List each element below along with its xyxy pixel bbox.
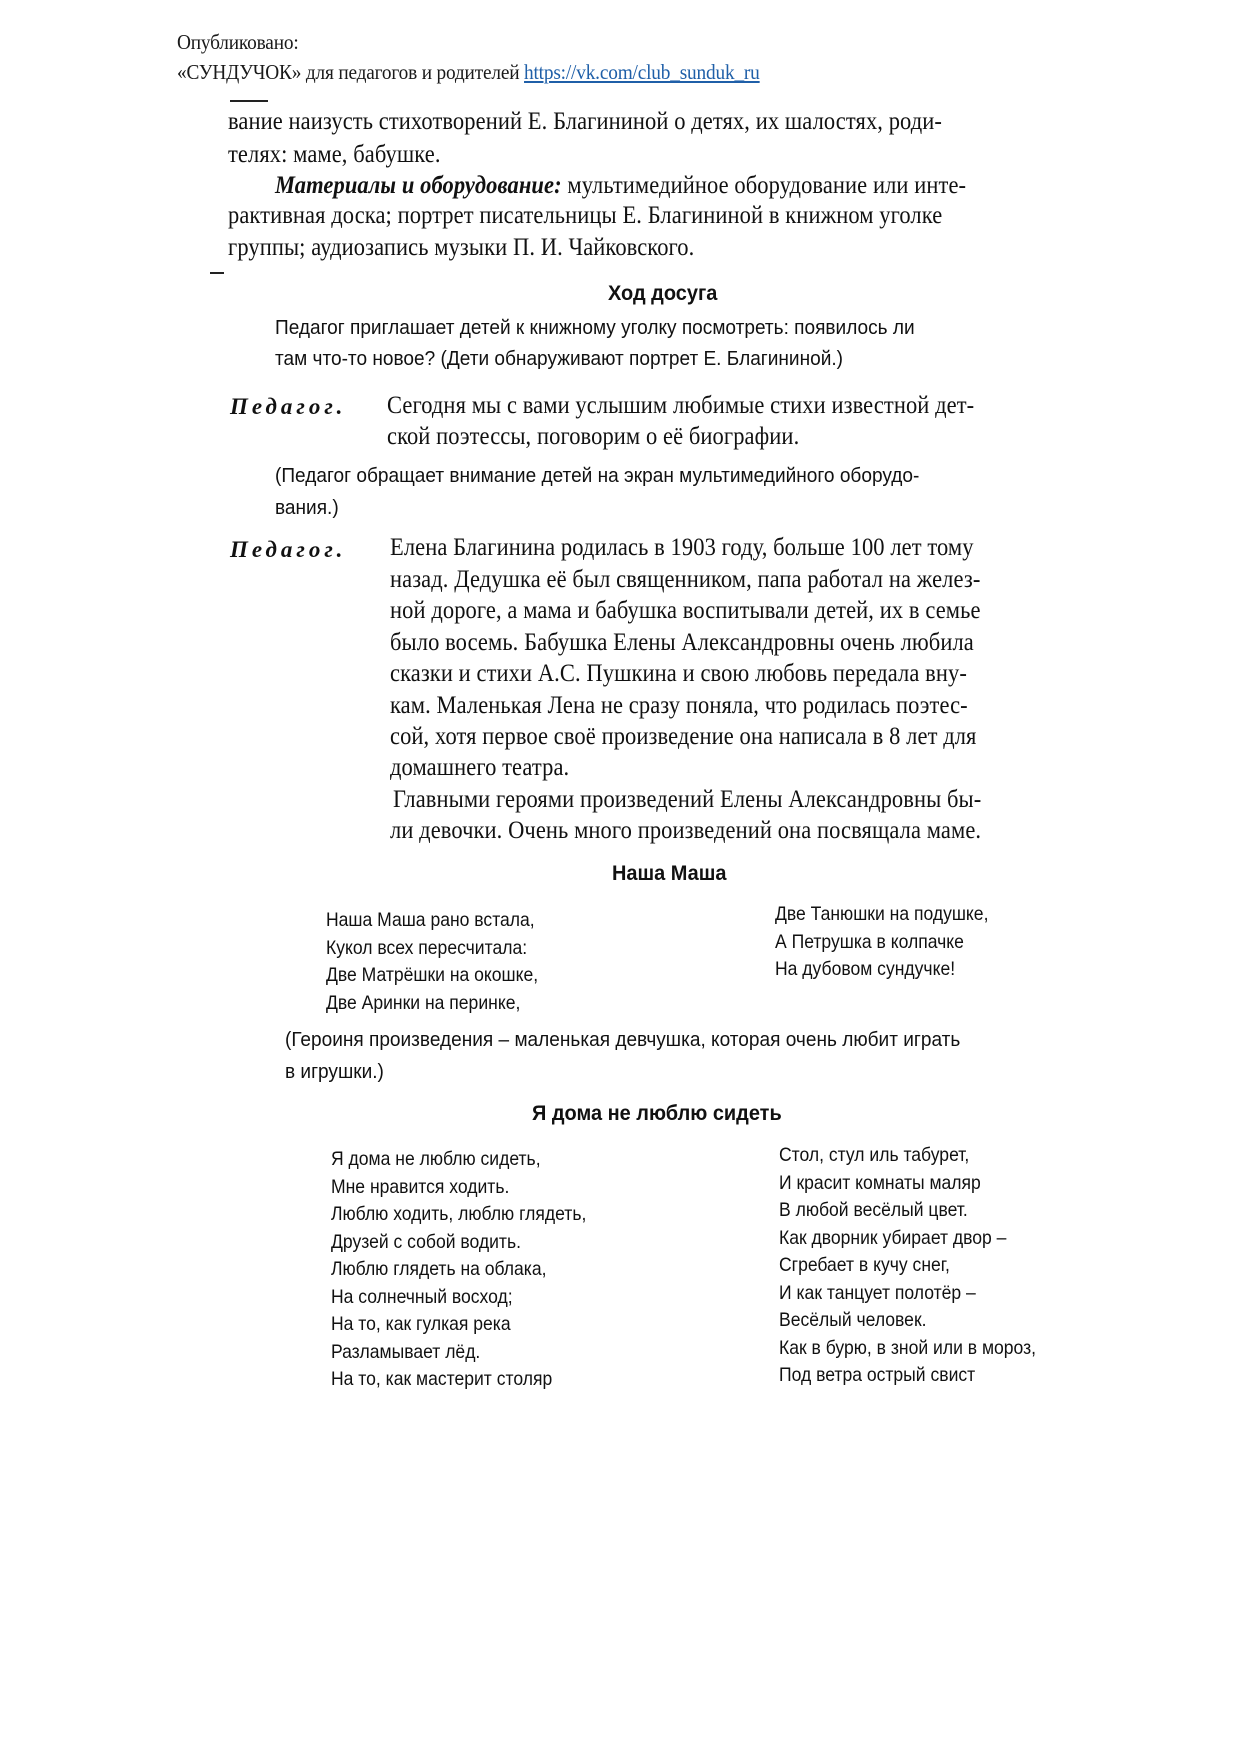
poem-line: Мне нравится ходить. [331,1175,510,1198]
speech-2-line: ной дороге, а мама и бабушка воспитывали детей, их в семье [390,597,981,624]
poem-2-title: Я дома не люблю сидеть [532,1102,782,1125]
speech-2-line: домашнего театра. [390,754,570,781]
poem-line: Весёлый человек. [779,1309,927,1331]
header-rule [230,100,268,102]
poem-line: А Петрушка в колпачке [775,930,964,953]
materials-text: мультимедийное оборудование или инте- [561,172,967,199]
poem-line: Две Матрёшки на окошке, [326,964,539,986]
materials-line-3: группы; аудиозапись музыки П. И. Чайковского. [228,234,695,261]
speech-1-line-2: ской поэтессы, поговорим о её биографии. [387,423,800,450]
stage-direction-1-line-2: там что-то новое? (Дети обнаруживают портрет Е. Благининой.) [275,347,844,370]
source-line [177,60,760,85]
stage-direction-1-line-1: Педагог приглашает детей к книжному уголку посмотреть: появилось ли [275,316,915,339]
speech-2-line: Главными героями произведений Елены Александровны бы- [393,786,982,813]
section-title: Ход досуга [608,282,718,305]
poem-line: Люблю глядеть на облака, [331,1258,547,1280]
poem-line: Люблю ходить, люблю глядеть, [331,1203,587,1225]
speech-2-line: Елена Благинина родилась в 1903 году, больше 100 лет тому [390,534,974,561]
speech-2-line: сой, хотя первое своё произведение она написала в 8 лет для [390,723,977,750]
poem-line: На дубовом сундучке! [775,958,956,980]
poem-line: Как дворник убирает двор – [779,1226,1007,1249]
poem-line: В любой весёлый цвет. [779,1199,968,1221]
speech-2-line: кам. Маленькая Лена не сразу поняла, что родилась поэтес- [390,692,968,719]
materials-line-1 [275,170,966,202]
speech-2-line: ли девочки. Очень много произведений она посвящала маме. [390,817,982,844]
poem-line: Друзей с собой водить. [331,1230,521,1253]
poem-line: На то, как гулкая река [331,1313,511,1335]
speaker-label: Педагог. [230,537,347,562]
intro-line-1: вание наизусть стихотворений Е. Благининой о детях, их шалостях, роди- [228,108,942,135]
poem-line: На солнечный восход; [331,1285,513,1308]
poem-1-column-2 [775,901,988,984]
poem-2-column-1 [331,1146,586,1394]
poem-line: И как танцует полотёр – [779,1281,976,1304]
speech-1-line-1: Сегодня мы с вами услышим любимые стихи известной дет- [387,392,975,419]
stage-direction-2-line-1: (Педагог обращает внимание детей на экран мультимедийного оборудо- [275,464,920,487]
poem-2-column-2 [779,1142,1036,1390]
poem-line: Две Аринки на перинке, [326,991,521,1014]
speaker-label: Педагог. [230,394,347,419]
materials-label: Материалы и оборудование: [275,172,562,199]
speech-2-line: сказки и стихи А.С. Пушкина и свою любовь передала вну- [390,660,967,687]
poem-line: Я дома не люблю сидеть, [331,1148,541,1170]
published-label: Опубликовано: [177,30,299,54]
intro-line-2: телях: маме, бабушке. [228,141,441,168]
poem-line: И красит комнаты маляр [779,1171,981,1194]
poem-line: Сгребает в кучу снег, [779,1254,950,1276]
poem-line: Разламывает лёд. [331,1340,481,1363]
stage-direction-3-line-2: в игрушки.) [285,1060,384,1083]
poem-line: Наша Маша рано встала, [326,909,535,931]
speech-2-line: было восемь. Бабушка Елены Александровны очень любила [390,629,974,656]
poem-line: Кукол всех пересчитала: [326,936,528,959]
poem-1-title: Наша Маша [612,862,727,885]
stage-direction-3-line-1: (Героиня произведения – маленькая девчушка, которая очень любит играть [285,1028,961,1051]
poem-1-column-1 [326,907,538,1017]
poem-line: Стол, стул иль табурет, [779,1144,970,1166]
poem-line: Две Танюшки на подушке, [775,903,989,925]
speech-2-line: назад. Дедушка её был священником, папа работал на желез- [390,566,981,593]
poem-line: Под ветра острый свист [779,1364,976,1386]
stage-direction-2-line-2: вания.) [275,496,339,519]
poem-line: Как в бурю, в зной или в мороз, [779,1336,1037,1359]
scan-mark [210,272,224,274]
source-text: «СУНДУЧОК» для педагогов и родителей [177,60,520,84]
materials-line-2: рактивная доска; портрет писательницы Е. Благининой в книжном уголке [228,202,943,229]
source-link[interactable]: https://vk.com/club_sunduk_ru [524,60,760,84]
poem-line: На то, как мастерит столяр [331,1368,553,1390]
